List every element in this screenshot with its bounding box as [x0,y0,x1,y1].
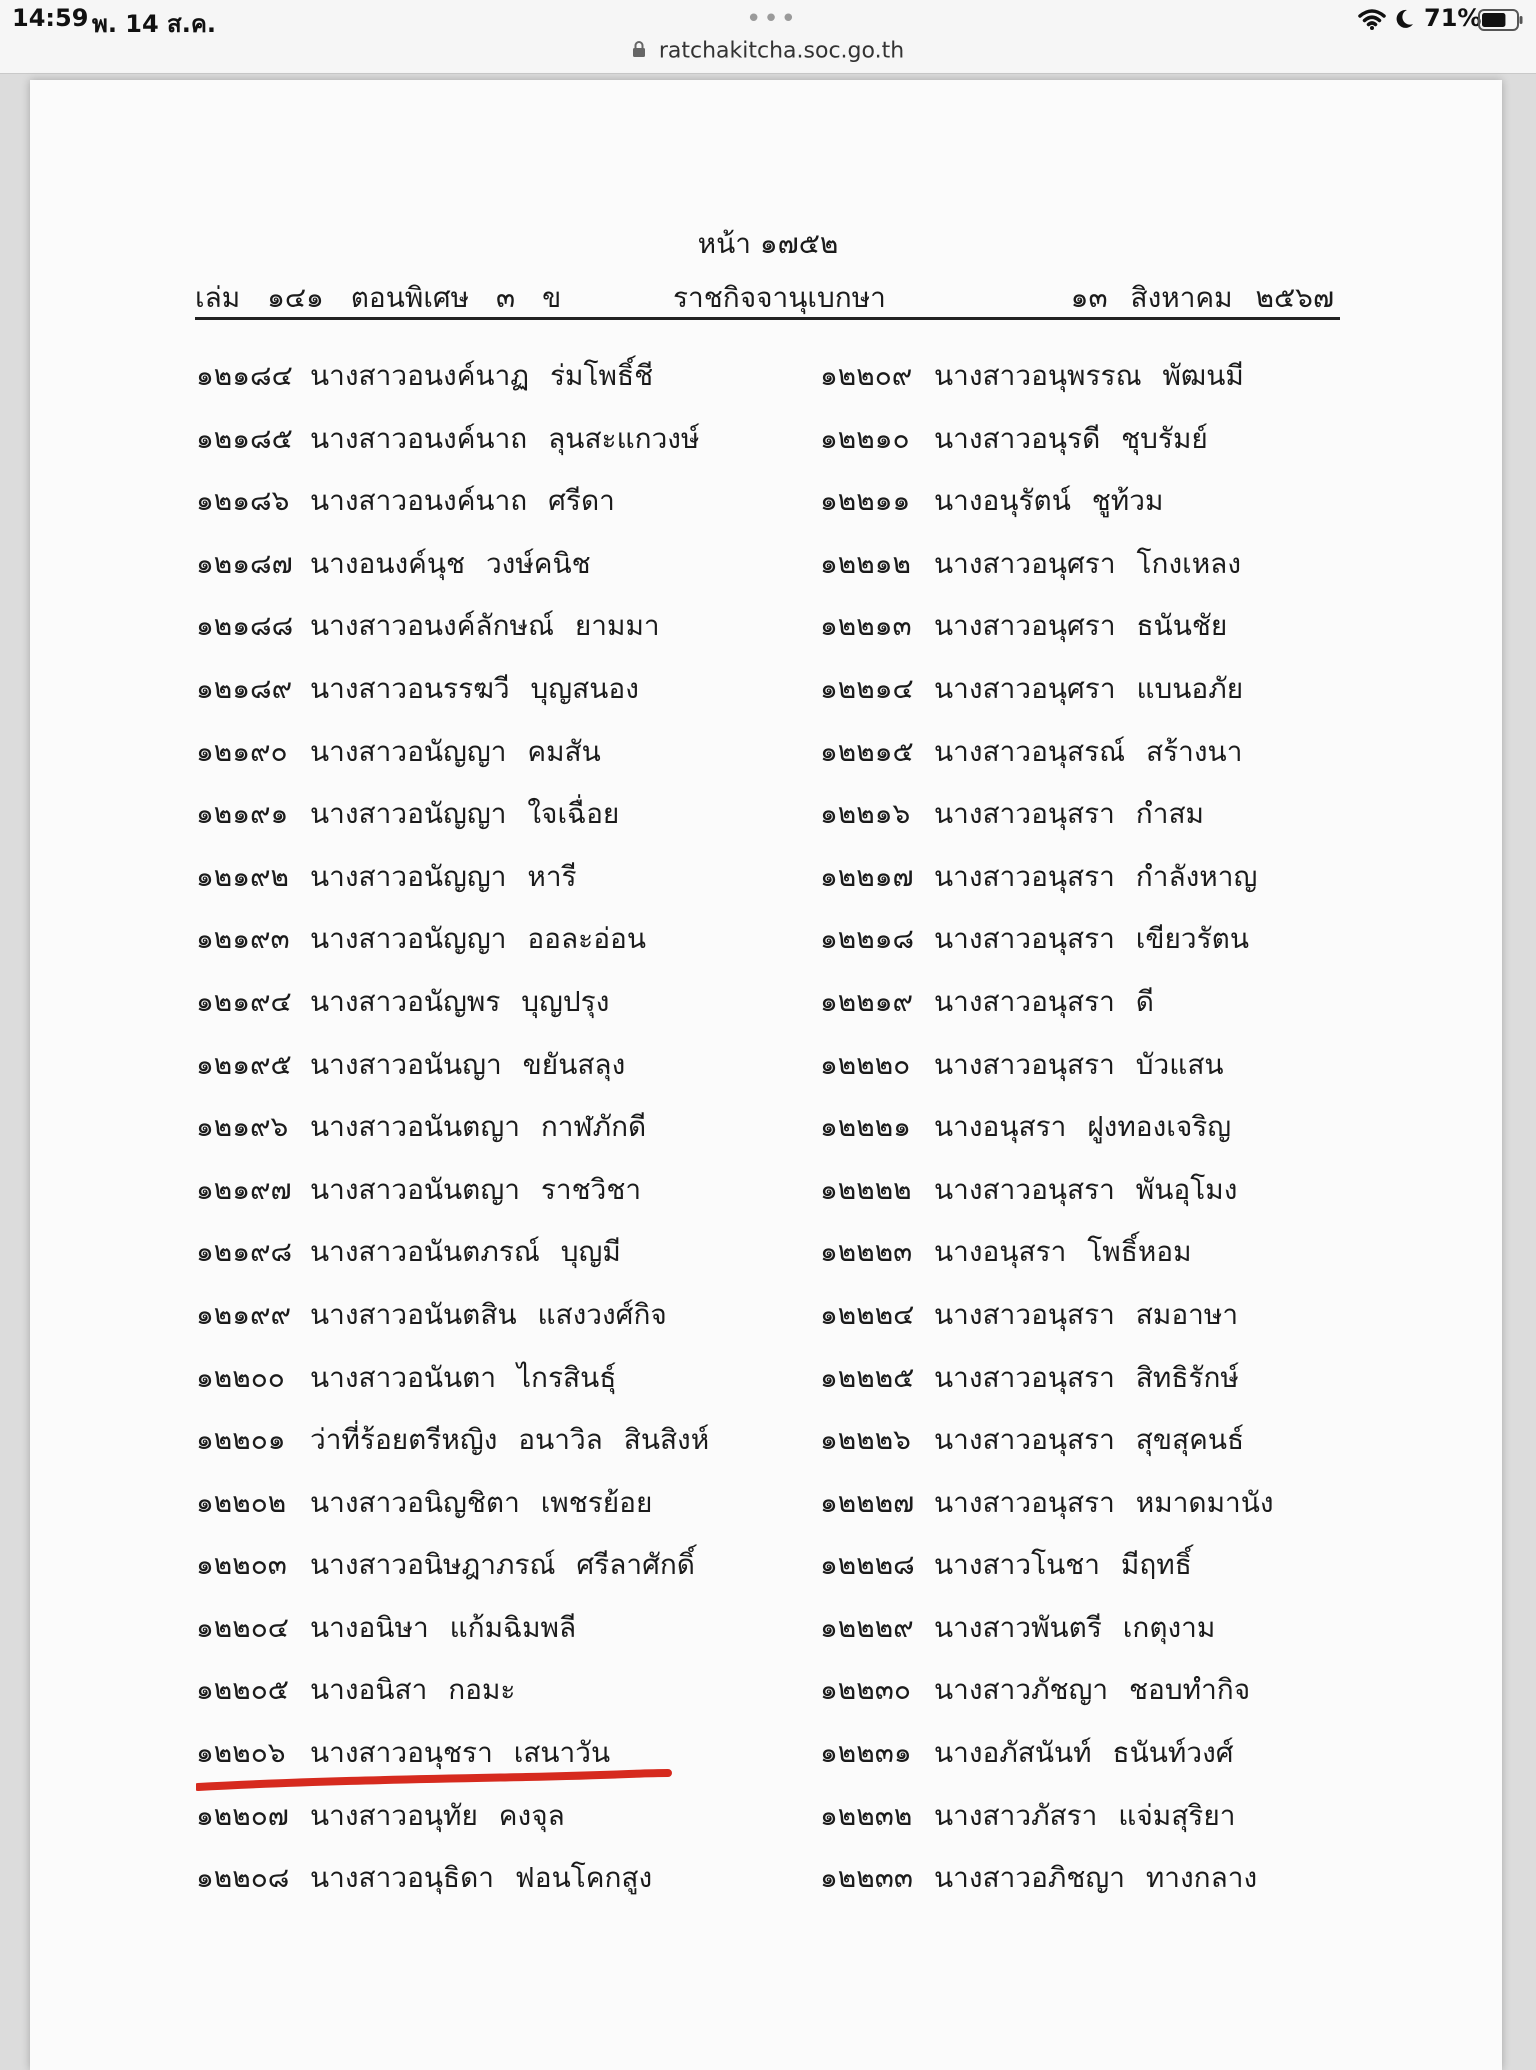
entry-name: นางสาวอนุสรณ์ สร้างนา [934,734,1243,768]
entry-name: นางสาวพันตรี เกตุงาม [934,1610,1216,1644]
entry-name: นางสาวอนันตญา กาฬภักดี [310,1110,647,1144]
name-list-entry [820,982,1274,1045]
entry-name: นางสาวอนุพรรณ พัฒนมี [934,359,1244,392]
entry-number: ๑๒๒๓๒ [820,1798,913,1832]
entry-number: ๑๒๒๑๖ [820,797,911,831]
right-name-column [820,356,1274,1921]
left-name-column [196,356,709,1921]
entry-number: ๑๒๒๓๑ [820,1736,912,1770]
name-list-entry [196,419,709,482]
entry-name: นางอภัสนันท์ ธนันท์วงศ์ [934,1736,1234,1770]
browser-status-bar [0,0,1536,74]
entry-name: นางสาวอนุสรา สมอาษา [934,1297,1239,1331]
entry-name: นางสาวอนันตา ไกรสินธุ์ [310,1360,617,1394]
entry-number: ๑๒๒๑๓ [820,609,912,643]
entry-name: นางสาวอนงค์นาถ ศรีดา [310,484,615,518]
entry-number: ๑๒๒๐๑ [196,1423,286,1457]
entry-number: ๑๒๑๘๙ [196,671,293,705]
entry-number: ๑๒๒๒๒ [820,1172,912,1206]
name-list-entry [196,1608,709,1671]
name-list-entry [196,669,709,732]
entry-number: ๑๒๑๘๕ [196,421,293,455]
name-list-entry [196,1483,709,1546]
name-list-entry [196,1232,709,1295]
entry-name: นางสาวอนิษฎาภรณ์ ศรีลาศักดิ์ [310,1548,695,1582]
name-list-entry [196,1295,709,1358]
name-list-entry [820,1733,1274,1796]
entry-number: ๑๒๒๐๘ [196,1861,290,1895]
entry-number: ๑๒๒๒๕ [820,1360,915,1394]
entry-number: ๑๒๒๑๑ [820,484,911,518]
name-list-entry [196,919,709,982]
name-list-entry [820,919,1274,982]
entry-name: นางสาวอนุสรา ดี [934,984,1154,1018]
entry-number: ๑๒๑๙๕ [196,1047,292,1081]
entry-name: นางสาวอนิญชิตา เพชรย้อย [310,1485,653,1519]
name-list-entry [196,1107,709,1170]
entry-number: ๑๒๑๙๔ [196,984,292,1018]
entry-number: ๑๒๒๐๗ [196,1798,289,1832]
entry-number: ๑๒๑๘๘ [196,609,294,643]
entry-name: นางสาวโนชา มีฤทธิ์ [934,1548,1192,1582]
entry-name: นางสาวอนันตภรณ์ บุญมี [310,1235,621,1269]
entry-number: ๑๒๒๓๐ [820,1673,911,1707]
battery-icon [1478,9,1524,35]
entry-number: ๑๒๒๐๔ [196,1610,289,1644]
entry-number: ๑๒๒๑๐ [820,421,910,455]
name-list-entry [196,1858,709,1921]
entry-name: นางสาวอนัญพร บุญปรุง [310,984,610,1018]
entry-number: ๑๒๑๙๖ [196,1110,289,1144]
name-list-entry [820,356,1274,419]
name-list-entry [820,732,1274,795]
name-list-entry [820,857,1274,920]
name-list-entry [820,544,1274,607]
name-list-entry [820,419,1274,482]
name-list-entry [196,1170,709,1233]
status-date: พ. 14 ส.ค. [92,10,216,38]
entry-name: นางสาวอนุสรา หมาดมานัง [934,1485,1274,1519]
name-list-entry [820,794,1274,857]
entry-name: นางอนุสรา โพธิ์หอม [934,1235,1192,1269]
address-bar[interactable] [0,38,1536,64]
red-underline-mark [196,1767,676,1795]
entry-name: นางสาวภัสรา แจ่มสุริยา [934,1798,1236,1832]
entry-name: นางสาวอนันญา ขยันสลุง [310,1047,626,1081]
entry-name: นางสาวอนุธิดา ฟอนโคกสูง [310,1861,653,1895]
moon-icon [1393,8,1415,34]
entry-number: ๑๒๒๒๘ [820,1548,915,1582]
entry-number: ๑๒๑๙๓ [196,922,290,956]
entry-number: ๑๒๒๐๓ [196,1548,287,1582]
entry-name: นางสาวอนรรฆวี บุญสนอง [310,671,639,705]
entry-number: ๑๒๒๒๗ [820,1485,915,1519]
entry-name: นางสาวอนุรดี ชุบรัมย์ [934,421,1208,455]
name-list-entry [196,356,709,419]
multitasking-dots-icon[interactable]: ••• [746,4,799,34]
entry-name: นางสาวอภิชญา ทางกลาง [934,1861,1258,1895]
entry-number: ๑๒๑๘๗ [196,546,293,580]
entry-name: นางอนงค์นุช วงษ์คนิช [310,546,591,580]
entry-number: ๑๒๒๑๗ [820,859,914,893]
entry-name: นางสาวอนัญญา ออละอ่อน [310,922,646,956]
name-list-entry [820,1358,1274,1421]
entry-name: นางสาวอนุสรา พันอุโมง [934,1172,1238,1206]
entry-name: นางสาวอนุศรา แบนอภัย [934,671,1244,705]
name-list-entry [820,1045,1274,1108]
entry-name: นางสาวอนุชรา เสนาวัน [310,1736,611,1770]
entry-number: ๑๒๒๐๐ [196,1360,285,1394]
entry-number: ๑๒๑๙๑ [196,797,289,831]
entry-number: ๑๒๑๙๗ [196,1172,292,1206]
page-number: หน้า ๑๗๕๒ [697,227,839,260]
entry-number: ๑๒๒๐๕ [196,1673,289,1707]
header-gazette-title: ราชกิจจานุเบกษา [673,281,886,314]
entry-name: นางสาวอนุศรา ธนันชัย [934,609,1228,643]
entry-name: นางสาวอนันตสิน แสงวงศ์กิจ [310,1297,667,1331]
entry-name: นางสาวอนงค์นาถ ลุนสะแกวงษ์ [310,421,700,455]
name-list-entry [820,1670,1274,1733]
entry-name: นางสาวอนัญญา ใจเฉื่อย [310,797,620,831]
name-list-entry [820,1107,1274,1170]
entry-number: ๑๒๒๒๖ [820,1423,911,1457]
entry-name: นางสาวอนุสรา กำลังหาญ [934,859,1258,893]
entry-number: ๑๒๒๒๑ [820,1110,911,1144]
entry-number: ๑๒๑๘๔ [196,359,293,392]
name-list-entry [196,606,709,669]
entry-name: นางสาวภัชญา ชอบทำกิจ [934,1673,1251,1707]
entry-number: ๑๒๑๙๘ [196,1235,293,1269]
entry-name: นางสาวอนุศรา โกงเหลง [934,546,1241,580]
entry-name: นางสาวอนงค์นาฏ ร่มโพธิ์ชี [310,359,654,392]
entry-number: ๑๒๒๑๕ [820,734,914,768]
name-list-entry [196,481,709,544]
name-list-entry [820,1608,1274,1671]
entry-name: นางอนุรัตน์ ชูท้วม [934,484,1164,518]
name-list-entry [196,1045,709,1108]
name-list-entry [196,794,709,857]
name-list-entry [820,481,1274,544]
name-list-entry [820,1796,1274,1859]
header-volume-issue: เล่ม ๑๔๑ ตอนพิเศษ ๓ ข [195,281,562,314]
name-list-entry [820,606,1274,669]
name-list-entry [820,1545,1274,1608]
entry-name: นางสาวอนงค์ลักษณ์ ยามมา [310,609,660,643]
entry-name: นางสาวอนัญญา หารี [310,859,577,893]
entry-name: นางอนิสา กอมะ [310,1673,516,1707]
entry-number: ๑๒๒๑๒ [820,546,911,580]
entry-number: ๑๒๒๑๔ [820,671,914,705]
entry-name: นางสาวอนุสรา บัวแสน [934,1047,1224,1081]
name-list-entry [820,669,1274,732]
entry-number: ๑๒๒๐๖ [196,1736,286,1770]
entry-name: ว่าที่ร้อยตรีหญิง อนาวิล สินสิงห์ [310,1423,710,1457]
entry-number: ๑๒๒๒๔ [820,1297,915,1331]
name-list-entry [196,544,709,607]
entry-name: นางอนิษา แก้มฉิมพลี [310,1610,577,1644]
entry-number: ๑๒๒๑๙ [820,984,913,1018]
entry-name: นางอนุสรา ฝูงทองเจริญ [934,1110,1232,1144]
entry-number: ๑๒๒๒๙ [820,1610,914,1644]
entry-name: นางสาวอนุสรา สิทธิรักษ์ [934,1360,1239,1394]
name-list-entry [196,732,709,795]
header-date: ๑๓ สิงหาคม ๒๕๖๗ [1070,281,1334,314]
entry-number: ๑๒๑๙๒ [196,859,289,893]
battery-percentage: 71% [1424,4,1482,32]
entry-number: ๑๒๒๒๓ [820,1235,913,1269]
entry-number: ๑๒๒๓๓ [820,1861,913,1895]
entry-number: ๑๒๒๐๙ [820,359,913,392]
entry-name: นางสาวอนุสรา กำสม [934,797,1205,831]
name-list-entry [820,1295,1274,1358]
name-list-entry [196,1545,709,1608]
name-list-entry [196,982,709,1045]
entry-name: นางสาวอนุทัย คงจุล [310,1798,565,1832]
entry-name: นางสาวอนุสรา สุขสุคนธ์ [934,1423,1245,1457]
status-time: 14:59 [12,4,89,32]
name-list-entry [820,1232,1274,1295]
gazette-header [195,276,1340,316]
name-list-entry [820,1170,1274,1233]
url-text: ratchakitcha.soc.go.th [658,38,905,64]
header-rule [195,317,1340,320]
lock-icon [632,39,646,64]
name-list-entry [196,857,709,920]
wifi-icon [1358,8,1386,34]
name-list-entry [820,1420,1274,1483]
name-list-entry [820,1483,1274,1546]
entry-number: ๑๒๒๒๐ [820,1047,911,1081]
name-list-entry [820,1858,1274,1921]
entry-number: ๑๒๑๙๙ [196,1297,292,1331]
name-list-entry [196,1796,709,1859]
name-list-entry [196,1420,709,1483]
entry-number: ๑๒๒๐๒ [196,1485,287,1519]
name-list-entry [196,1358,709,1421]
entry-number: ๑๒๒๑๘ [820,922,915,956]
entry-name: นางสาวอนันตญา ราชวิชา [310,1172,642,1206]
name-list-entry [196,1670,709,1733]
entry-name: นางสาวอนุสรา เขียวรัตน [934,922,1249,956]
entry-number: ๑๒๑๙๐ [196,734,288,768]
entry-name: นางสาวอนัญญา คมสัน [310,734,601,768]
entry-number: ๑๒๑๘๖ [196,484,290,518]
